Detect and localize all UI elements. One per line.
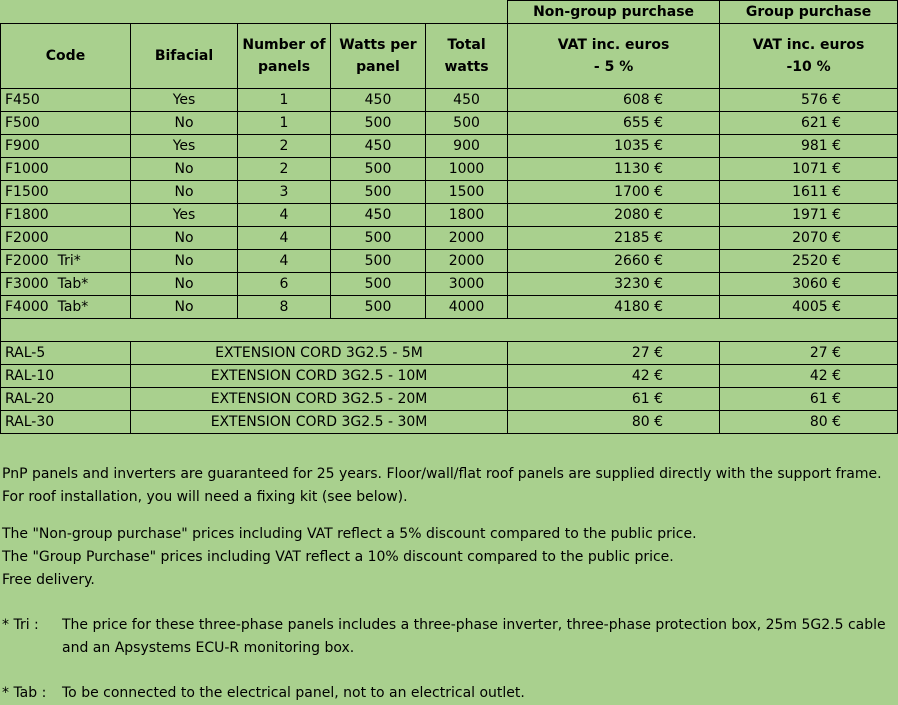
table-row [1, 227, 898, 250]
cord-description: EXTENSION CORD 3G2.5 - 30M [131, 411, 508, 434]
group-price-label: VAT inc. euros [752, 37, 865, 53]
kit-total-watts: 1500 [426, 181, 508, 204]
kit-watts-per-panel: 450 [331, 204, 426, 227]
kit-non-group-price: 1130 € [508, 158, 720, 181]
separator-row [1, 319, 898, 342]
kit-panels: 6 [238, 273, 331, 296]
kit-non-group-price: 608 € [508, 89, 720, 112]
kit-non-group-price: 655 € [508, 112, 720, 135]
kit-non-group-price: 4180 € [508, 296, 720, 319]
kit-bifacial: No [131, 250, 238, 273]
cord-group-price: 42 € [720, 365, 898, 388]
col-watts-per-panel-header: Watts per panel [331, 24, 426, 89]
kit-group-price: 2070 € [720, 227, 898, 250]
kit-code: F450 [1, 89, 131, 112]
table-row [1, 89, 898, 112]
table-row [1, 342, 898, 365]
kit-code: F500 [1, 112, 131, 135]
delivery-note: Free delivery. [2, 572, 95, 588]
kit-watts-per-panel: 500 [331, 158, 426, 181]
kit-total-watts: 2000 [426, 227, 508, 250]
kit-total-watts: 4000 [426, 296, 508, 319]
kit-code: F1800 [1, 204, 131, 227]
kit-panels: 4 [238, 250, 331, 273]
table-row [1, 112, 898, 135]
kit-bifacial: No [131, 158, 238, 181]
kit-bifacial: No [131, 181, 238, 204]
notes [2, 463, 896, 705]
tri-footnote-tag: * Tri : [2, 617, 39, 633]
kit-non-group-price: 2185 € [508, 227, 720, 250]
cord-group-price: 61 € [720, 388, 898, 411]
kit-group-price: 576 € [720, 89, 898, 112]
kit-code: F1500 [1, 181, 131, 204]
cord-non-group-price: 42 € [508, 365, 720, 388]
table-row [1, 296, 898, 319]
separator-cell [1, 319, 898, 342]
cord-non-group-price: 80 € [508, 411, 720, 434]
kit-watts-per-panel: 500 [331, 181, 426, 204]
tab-footnote [2, 682, 896, 705]
kit-group-price: 1071 € [720, 158, 898, 181]
kit-watts-per-panel: 500 [331, 273, 426, 296]
kit-watts-per-panel: 450 [331, 135, 426, 158]
cord-code: RAL-30 [1, 411, 131, 434]
kit-watts-per-panel: 500 [331, 250, 426, 273]
kit-code: F2000 [1, 227, 131, 250]
kit-watts-per-panel: 500 [331, 112, 426, 135]
kit-group-price: 981 € [720, 135, 898, 158]
cord-description: EXTENSION CORD 3G2.5 - 5M [131, 342, 508, 365]
kit-panels: 8 [238, 296, 331, 319]
tab-footnote-tag: * Tab : [2, 685, 47, 701]
non-group-header: Non-group purchase [508, 1, 720, 24]
group-note: The "Group Purchase" prices including VAT reflect a 10% discount compared to the public price. [2, 549, 674, 565]
table-row [1, 365, 898, 388]
cord-code: RAL-10 [1, 365, 131, 388]
non-group-discount-label: - 5 % [593, 59, 634, 75]
kit-code: F900 [1, 135, 131, 158]
col-code-header: Code [1, 24, 131, 89]
cord-code: RAL-20 [1, 388, 131, 411]
table-row [1, 273, 898, 296]
kit-code: F3000 Tab* [1, 273, 131, 296]
kit-non-group-price: 2080 € [508, 204, 720, 227]
kit-watts-per-panel: 500 [331, 296, 426, 319]
cord-code: RAL-5 [1, 342, 131, 365]
kit-total-watts: 900 [426, 135, 508, 158]
kit-group-price: 4005 € [720, 296, 898, 319]
kit-code: F2000 Tri* [1, 250, 131, 273]
kit-bifacial: No [131, 296, 238, 319]
kit-total-watts: 500 [426, 112, 508, 135]
group-header: Group purchase [720, 1, 898, 24]
kit-group-price: 1611 € [720, 181, 898, 204]
kit-code: F4000 Tab* [1, 296, 131, 319]
tab-footnote-text: To be connected to the electrical panel, not to an electrical outlet. [62, 685, 525, 701]
kit-non-group-price: 1035 € [508, 135, 720, 158]
kit-non-group-price: 2660 € [508, 250, 720, 273]
kit-bifacial: No [131, 112, 238, 135]
kit-group-price: 2520 € [720, 250, 898, 273]
table-row [1, 158, 898, 181]
table-row [1, 135, 898, 158]
header-spacer [1, 1, 508, 24]
kit-non-group-price: 3230 € [508, 273, 720, 296]
col-bifacial-header: Bifacial [131, 24, 238, 89]
table-row [1, 181, 898, 204]
kit-group-price: 621 € [720, 112, 898, 135]
kit-bifacial: No [131, 227, 238, 250]
kit-total-watts: 1000 [426, 158, 508, 181]
col-panels-header: Number of panels [238, 24, 331, 89]
cord-group-price: 27 € [720, 342, 898, 365]
cord-group-price: 80 € [720, 411, 898, 434]
col-total-watts-header: Total watts [426, 24, 508, 89]
guarantee-note: PnP panels and inverters are guaranteed for 25 years. Floor/wall/flat roof panels are supplied directly with the support frame. For roof installation, you will need a fixing kit (see below). [2, 466, 882, 505]
kit-panels: 4 [238, 227, 331, 250]
tri-footnote-text: The price for these three-phase panels includes a three-phase inverter, three-phase protection box, 25m 5G2.5 cable and an Apsystems ECU-R monitoring box. [62, 617, 886, 656]
cord-non-group-price: 61 € [508, 388, 720, 411]
kit-total-watts: 450 [426, 89, 508, 112]
col-non-group-price-header [508, 24, 720, 89]
table-row [1, 411, 898, 434]
non-group-price-label: VAT inc. euros [557, 37, 670, 53]
kit-group-price: 1971 € [720, 204, 898, 227]
group-discount-label: -10 % [786, 59, 831, 75]
kit-non-group-price: 1700 € [508, 181, 720, 204]
kit-panels: 3 [238, 181, 331, 204]
table-row [1, 204, 898, 227]
kit-panels: 1 [238, 112, 331, 135]
kit-panels: 4 [238, 204, 331, 227]
table-row [1, 250, 898, 273]
kit-watts-per-panel: 450 [331, 89, 426, 112]
kit-total-watts: 3000 [426, 273, 508, 296]
kit-bifacial: Yes [131, 135, 238, 158]
tri-footnote [2, 614, 896, 660]
kit-bifacial: No [131, 273, 238, 296]
kit-group-price: 3060 € [720, 273, 898, 296]
cord-description: EXTENSION CORD 3G2.5 - 10M [131, 365, 508, 388]
kit-total-watts: 1800 [426, 204, 508, 227]
cord-description: EXTENSION CORD 3G2.5 - 20M [131, 388, 508, 411]
kit-code: F1000 [1, 158, 131, 181]
table-row [1, 388, 898, 411]
non-group-note: The "Non-group purchase" prices including VAT reflect a 5% discount compared to the public price. [2, 526, 697, 542]
col-group-price-header [720, 24, 898, 89]
kit-panels: 1 [238, 89, 331, 112]
kit-total-watts: 2000 [426, 250, 508, 273]
cord-non-group-price: 27 € [508, 342, 720, 365]
kit-panels: 2 [238, 135, 331, 158]
kit-panels: 2 [238, 158, 331, 181]
kit-bifacial: Yes [131, 89, 238, 112]
kit-bifacial: Yes [131, 204, 238, 227]
kit-watts-per-panel: 500 [331, 227, 426, 250]
